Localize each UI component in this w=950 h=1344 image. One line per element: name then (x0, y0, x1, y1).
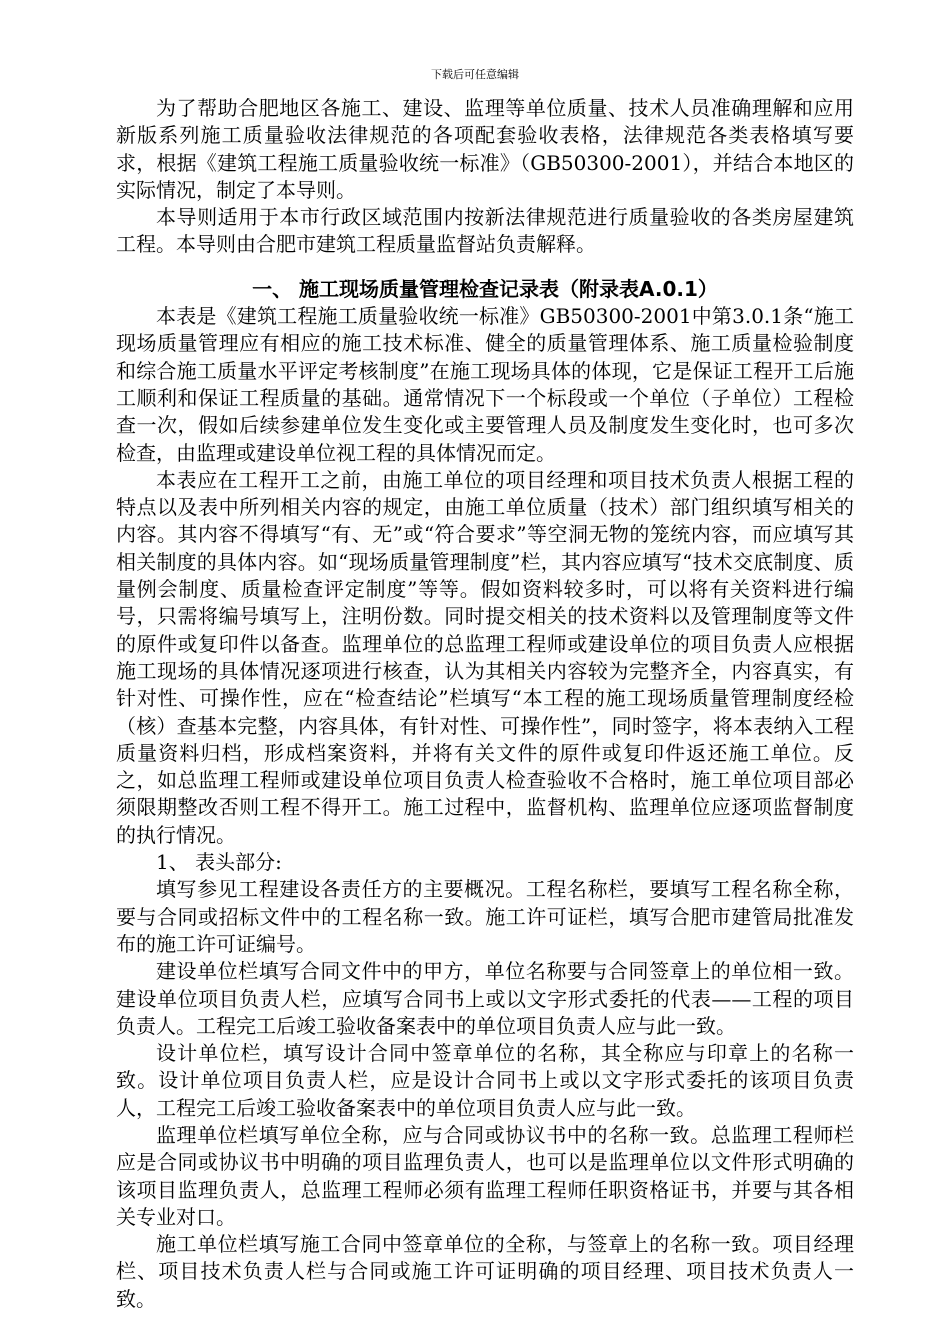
section-paragraph-1: 本表是《建筑工程施工质量验收统一标准》GB50300-2001中第3.0.1条“施工现场质量管理应有相应的施工技术标准、健全的质量管理体系、施工质量检验制度和综合施工质量水平评定考核制度”在施工现场具体的体现，它是保证工程开工后施工顺利和保证工程质量的基础。通常情况下一个标段或一个单位（子单位）工程检查一次，假如后续参建单位发生变化或主要管理人员及制度发生变化时，也可多次检查，由监理或建设单位视工程的具体情况而定。 (116, 304, 854, 465)
subsection-title: 1、 表头部分: (156, 850, 282, 875)
subsection-paragraph-2: 建设单位栏填写合同文件中的甲方，单位名称要与合同签章上的单位相一致。建设单位项目负责人栏，应填写合同书上或以文字形式委托的代表——工程的项目负责人。工程完工后竣工验收备案表中的单位项目负责人应与此一致。 (116, 959, 854, 1038)
intro-paragraph-1: 为了帮助合肥地区各施工、建设、监理等单位质量、技术人员准确理解和应用新版系列施工质量验收法律规范的各项配套验收表格，法律规范各类表格填写要求，根据《建筑工程施工质量验收统一标准》（GB50300-2001），并结合本地区的实际情况，制定了本导则。 (116, 96, 854, 202)
document-body (116, 95, 854, 1313)
section-paragraph-2: 本表应在工程开工之前，由施工单位的项目经理和项目技术负责人根据工程的特点以及表中所列相关内容的规定，由施工单位质量（技术）部门组织填写相关的内容。其内容不得填写“有、无”或“符合要求”等空洞无物的笼统内容，而应填写其相关制度的具体内容。如“现场质量管理制度”栏，其内容应填写“技术交底制度、质量例会制度、质量检查评定制度”等等。假如资料较多时，可以将有关资料进行编号，只需将编号填写上，注明份数。同时提交相关的技术资料以及管理制度等文件的原件或复印件以备查。监理单位的总监理工程师或建设单位的项目负责人应根据施工现场的具体情况逐项进行核查，认为其相关内容较为完整齐全，内容真实，有针对性、可操作性，应在“检查结论”栏填写“本工程的施工现场质量管理制度经检（核）查基本完整，内容具体，有针对性、可操作性”，同时签字，将本表纳入工程质量资料归档，形成档案资料，并将有关文件的原件或复印件返还施工单位。反之，如总监理工程师或建设单位项目负责人检查验收不合格时，施工单位项目部必须限期整改否则工程不得开工。施工过程中，监督机构、监理单位应逐项监督制度的执行情况。 (116, 467, 854, 847)
subsection-paragraph-5: 施工单位栏填写施工合同中签章单位的全称，与签章上的名称一致。项目经理栏、项目技术负责人栏与合同或施工许可证明确的项目经理、项目技术负责人一致。 (116, 1232, 854, 1311)
intro-paragraph-2: 本导则适用于本市行政区域范围内按新法律规范进行质量验收的各类房屋建筑工程。本导则由合肥市建筑工程质量监督站负责解释。 (116, 205, 854, 257)
section-title: 一、 施工现场质量管理检查记录表（附录表A.0.1） (252, 276, 718, 301)
header-note: 下载后可任意编辑 (431, 68, 519, 81)
subsection-paragraph-3: 设计单位栏，填写设计合同中签章单位的名称，其全称应与印章上的名称一致。设计单位项目负责人栏，应是设计合同书上或以文字形式委托的该项目负责人，工程完工后竣工验收备案表中的单位项目负责人应与此一致。 (116, 1041, 854, 1120)
subsection-paragraph-4: 监理单位栏填写单位全称，应与合同或协议书中的名称一致。总监理工程师栏应是合同或协议书中明确的项目监理负责人，也可以是监理单位以文件形式明确的该项目监理负责人，总监理工程师必须有监理工程师任职资格证书，并要与其各相关专业对口。 (116, 1122, 854, 1229)
subsection-paragraph-1: 填写参见工程建设各责任方的主要概况。工程名称栏，要填写工程名称全称，要与合同或招标文件中的工程名称一致。施工许可证栏，填写合肥市建管局批准发布的施工许可证编号。 (116, 877, 854, 956)
